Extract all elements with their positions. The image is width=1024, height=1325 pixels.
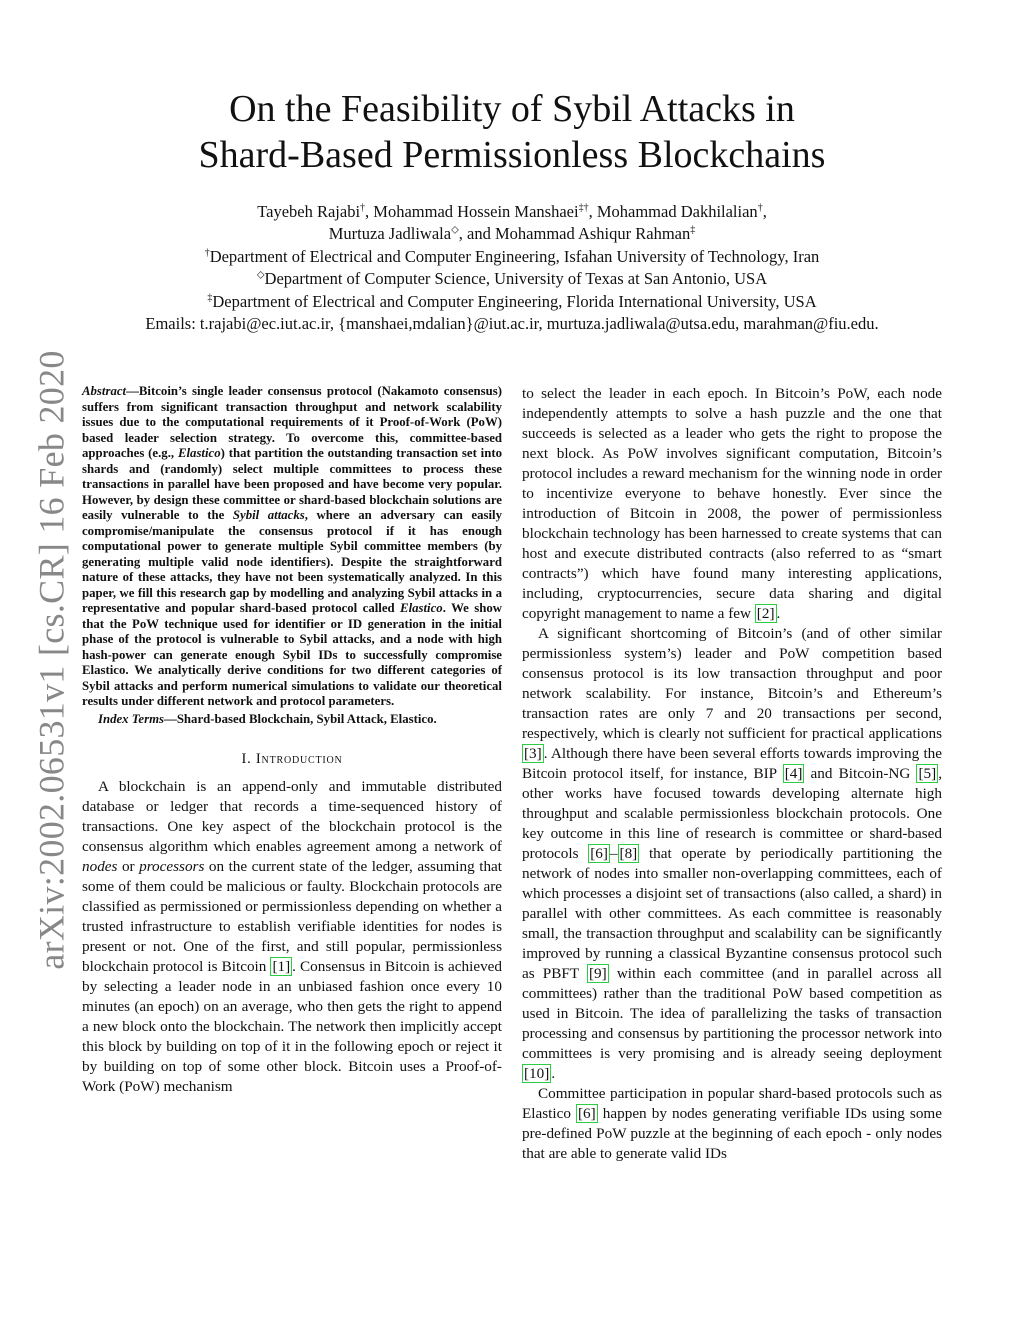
author-name: , and Mohammad Ashiqur Rahman [458, 224, 691, 244]
citation-link[interactable]: [2] [756, 605, 775, 622]
body-emphasis: nodes [82, 858, 118, 875]
body-text: . Consensus in Bitcoin is achieved by selecting a leader node in an unbiased fashion once every 10 minutes (an epoch) on an average, who then gets the right to append a new block onto the blockchain. The network then implicitly accept this block by building on top of it in the following epoch or reject it by building on top of some other block. Bitcoin uses a Proof-of-Work (PoW) mechanism [82, 958, 503, 1095]
index-terms-text: —Shard-based Blockchain, Sybil Attack, Elastico. [164, 711, 437, 726]
abstract [82, 384, 502, 710]
body-text: A blockchain is an append-only and immutable distributed database or ledger that records a time-sequenced history of transactions. One key aspect of the blockchain protocol is the consensus algorithm which enables agreement among a network of [82, 778, 502, 855]
body-text: within each committee (and in parallel across all committees) rather than the traditional PoW based competition as used in Bitcoin. The idea of parallelizing the tasks of transaction processing and consensus by partitioning the processor network into committees is very promising and is already seeing deployment [522, 965, 942, 1062]
index-terms-label: Index Terms [98, 711, 165, 726]
body-text: . [776, 605, 781, 622]
author-name: Murtuza Jadliwala [328, 224, 452, 244]
affiliation-2 [60, 268, 964, 290]
citation-link[interactable]: [10] [524, 1065, 550, 1082]
abstract-text: , where an adversary can easily compromise/manipulate the consensus protocol if it has enough computational power to generate multiple Sybil committee members (by generating multiple valid node identifiers). Despite the straightforward nature of these attacks, they have not been systematically analyzed. In this paper, we fill this research gap by modelling and analyzing Sybil attacks in a representative and popular shard-based protocol called [82, 508, 502, 615]
body-text: happen by nodes generating verifiable IDs using some pre-defined PoW puzzle at the beginning of each epoch - only nodes that are able to generate valid IDs [522, 1105, 942, 1162]
arxiv-identifier: arXiv:2002.06531v1 [cs.CR] 16 Feb 2020 [32, 349, 73, 970]
affiliation-text: Department of Electrical and Computer Engineering, Florida International University, USA [212, 291, 817, 311]
author-name: , Mohammad Hossein Manshaei [365, 202, 579, 221]
affiliation-3 [60, 291, 964, 313]
intro-paragraph-3 [522, 1084, 942, 1164]
body-text: or [117, 858, 140, 875]
section-heading-introduction: I. Introduction [241, 751, 343, 767]
arxiv-stamp [32, 349, 73, 970]
body-text: and Bitcoin-NG [804, 765, 917, 782]
body-emphasis: processors [139, 858, 205, 875]
affiliation-mark: ‡ [690, 224, 696, 236]
citation-link[interactable]: [8] [619, 845, 638, 862]
affiliation-mark: ‡ [207, 292, 213, 304]
affiliation-mark: † [360, 202, 366, 214]
title-line-1: On the Feasibility of Sybil Attacks in [229, 88, 795, 130]
citation-link[interactable]: [6] [578, 1105, 596, 1122]
author-emails: Emails: t.rajabi@ec.iut.ac.ir, {manshaei,mdalian}@iut.ac.ir, murtuza.jadliwala@utsa.edu, marahman@fiu.edu. [145, 314, 879, 334]
right-column [522, 384, 942, 1164]
body-text: – [609, 845, 618, 862]
citation-link[interactable]: [9] [588, 965, 607, 982]
affiliation-mark: ‡† [578, 202, 589, 214]
paper-title [80, 86, 944, 178]
left-column [82, 384, 502, 1097]
body-text: that operate by periodically partitioning the network of nodes into smaller non-overlapping committees, each of which processes a disjoint set of transactions (also called, a shard) in parallel with other committees. As each committee is reasonably small, the transaction throughput and scalability can be significantly improved by running a classical Byzantine consensus protocol such as PBFT [522, 845, 942, 982]
body-text: A significant shortcoming of Bitcoin’s (and of other similar permissionless system’s) leader and PoW competition based consensus protocol is its low transaction throughput and poor network scalability. For instance, Bitcoin’s and Ethereum’s transaction rates are only 7 and 20 transactions per second, respectively, which is clearly not sufficient for practical applications [522, 625, 942, 742]
affiliation-text: Department of Electrical and Computer Engineering, Isfahan University of Technology, Iran [209, 246, 820, 266]
intro-paragraph-1-cont [522, 384, 942, 624]
body-text: on the current state of the ledger, assuming that some of them could be malicious or faulty. Blockchain protocols are classified as permissioned or permissionless depending on whether a trusted infrastructure to establish verifiable identities for nodes is present or not. One of the first, and still popular, permissionless blockchain protocol is Bitcoin [82, 858, 502, 975]
intro-paragraph-2 [522, 624, 942, 1084]
author-block [60, 201, 964, 335]
abstract-emphasis: Sybil attacks [232, 508, 305, 522]
index-terms [82, 712, 502, 728]
abstract-text: —Bitcoin’s single leader consensus protocol (Nakamoto consensus) suffers from significant transaction throughput and network scalability issues due to the computational requirements of it Proof-of-Work (PoW) based leader selection strategy. To overcome this, committee-based approaches (e.g., [82, 384, 502, 460]
affiliation-mark: ◇ [256, 269, 265, 281]
body-text: to select the leader in each epoch. In Bitcoin’s PoW, each node independently attempts to solve a hash puzzle and the one that succeeds is selected as a leader who gets the right to propose the next block. As PoW involves significant computation, Bitcoin’s protocol includes a reward mechanism for the winning node in order to incentivize everyone to behave honestly. Ever since the introduction of Bitcoin in 2008, the power of permissionless blockchain technology has been harnessed to create systems that can host and execute distributed contracts (also referred to as “smart contracts”) which have found many interesting applications, including, cryptocurrencies, secure data sharing and digital copyright management to name a few [522, 385, 942, 622]
citation-link[interactable]: [1] [272, 958, 291, 975]
affiliation-mark: † [757, 202, 763, 214]
affiliation-1 [60, 246, 964, 268]
intro-paragraph-1 [82, 777, 502, 1097]
title-line-2: Shard-Based Permissionless Blockchains [198, 134, 826, 176]
affiliation-text: Department of Computer Science, University of Texas at San Antonio, USA [264, 269, 768, 289]
citation-link[interactable]: [4] [784, 765, 803, 782]
body-text: . Although there have been several efforts towards improving the Bitcoin protocol itself, for instance, BIP [522, 745, 942, 782]
author-separator: , [762, 202, 767, 221]
body-text: , other works have focused towards developing alternate high throughput and scalable permissionless blockchain protocols. One key outcome in this line of research is committee or shard-based protocols [522, 765, 942, 862]
authors-line-2 [60, 223, 964, 245]
abstract-text: ) that partition the outstanding transaction set into shards and (randomly) select multiple committees to process these transactions in parallel have been proposed and have become very popular. However, by design these committee or shard-based blockchain solutions are easily vulnerable to the [82, 446, 503, 522]
affiliation-mark: † [204, 247, 210, 259]
citation-link[interactable]: [5] [918, 765, 937, 782]
author-name: Tayebeh Rajabi [257, 202, 361, 221]
body-text: . [551, 1065, 556, 1082]
author-name: , Mohammad Dakhilalian [588, 202, 758, 221]
authors-line-1 [60, 201, 964, 223]
citation-link[interactable]: [3] [524, 745, 542, 762]
abstract-emphasis: Elastico [400, 601, 443, 615]
affiliation-mark: ◇ [451, 224, 459, 236]
abstract-label: Abstract [82, 384, 127, 398]
abstract-text: . We show that the PoW technique used for identifier or ID generation in the initial phase of the protocol is vulnerable to Sybil attacks, and a node with high hash-power can generate enough Sybil IDs to successfully compromise Elastico. We analytically derive conditions for two different categories of Sybil attacks and perform numerical simulations to validate our theoretical results under different network and protocol parameters. [82, 601, 502, 708]
abstract-emphasis: Elastico [177, 446, 221, 460]
citation-link[interactable]: [6] [590, 845, 608, 862]
body-text: Committee participation in popular shard-based protocols such as Elastico [522, 1085, 942, 1122]
